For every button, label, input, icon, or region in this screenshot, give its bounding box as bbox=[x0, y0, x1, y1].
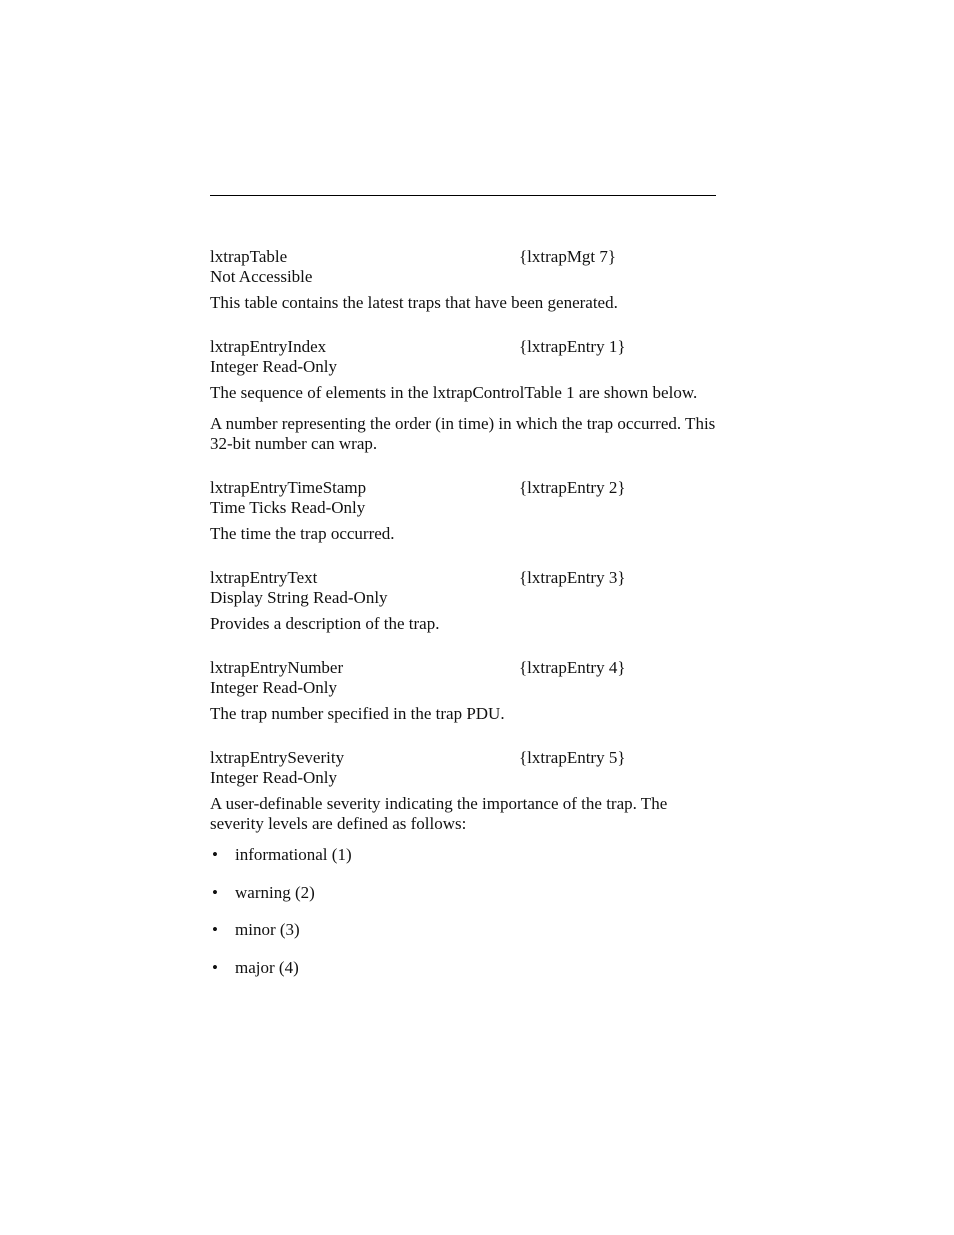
severity-level-list bbox=[210, 845, 716, 978]
header-rule bbox=[210, 195, 716, 196]
list-item-text: warning (2) bbox=[235, 882, 315, 902]
entry-access: Not Accessible bbox=[210, 267, 313, 286]
entry-access: Integer Read-Only bbox=[210, 678, 337, 697]
entry-access: Display String Read-Only bbox=[210, 588, 388, 607]
mib-entry-lxtrapentryindex bbox=[210, 337, 716, 454]
mib-entry-lxtrapentryseverity bbox=[210, 748, 716, 978]
entry-oid: {lxtrapEntry 4} bbox=[519, 658, 626, 677]
entry-oid: {lxtrapEntry 3} bbox=[519, 568, 626, 587]
list-item bbox=[210, 958, 716, 978]
bullet-icon: • bbox=[212, 920, 218, 939]
entry-description: This table contains the latest traps that have been generated. bbox=[210, 293, 618, 312]
entry-name: lxtrapEntryTimeStamp bbox=[210, 478, 367, 497]
entry-description: A user-definable severity indicating the importance of the trap. The severity levels are defined as follows: bbox=[210, 794, 668, 833]
list-item-text: major (4) bbox=[235, 957, 299, 977]
mib-entry-lxtraptable bbox=[210, 247, 716, 313]
entry-description: The time the trap occurred. bbox=[210, 524, 395, 543]
entry-oid: {lxtrapEntry 2} bbox=[519, 478, 626, 497]
entry-name: lxtrapEntryIndex bbox=[210, 337, 327, 356]
mib-entry-lxtrapentrytext bbox=[210, 568, 716, 634]
bullet-icon: • bbox=[212, 957, 218, 977]
entry-description: The sequence of elements in the lxtrapControlTable 1 are shown below. bbox=[210, 383, 698, 402]
entry-access: Integer Read-Only bbox=[210, 357, 337, 376]
entry-name: lxtrapEntryText bbox=[210, 568, 318, 587]
bullet-icon: • bbox=[212, 882, 218, 902]
entry-access: Time Ticks Read-Only bbox=[210, 498, 366, 517]
entry-name: lxtrapEntryNumber bbox=[210, 658, 344, 677]
entry-description: A number representing the order (in time) in which the trap occurred. This 32-bit number can wrap. bbox=[210, 414, 716, 453]
list-item bbox=[210, 845, 716, 865]
mib-entry-lxtrapentrynumber bbox=[210, 658, 716, 724]
list-item-text: informational (1) bbox=[235, 845, 352, 864]
document-page bbox=[210, 0, 716, 1235]
entry-name: lxtrapTable bbox=[210, 247, 288, 266]
list-item bbox=[210, 920, 716, 940]
entry-oid: {lxtrapMgt 7} bbox=[519, 247, 617, 266]
entry-name: lxtrapEntrySeverity bbox=[210, 748, 345, 767]
list-item-text: minor (3) bbox=[235, 920, 300, 939]
entry-description: The trap number specified in the trap PDU. bbox=[210, 704, 505, 723]
list-item bbox=[210, 883, 716, 903]
bullet-icon: • bbox=[212, 845, 218, 864]
entry-access: Integer Read-Only bbox=[210, 768, 337, 787]
entry-description: Provides a description of the trap. bbox=[210, 614, 440, 633]
entry-oid: {lxtrapEntry 1} bbox=[519, 337, 626, 356]
mib-entry-lxtrapentrytimestamp bbox=[210, 478, 716, 544]
mib-entry-list bbox=[210, 247, 716, 1002]
entry-oid: {lxtrapEntry 5} bbox=[519, 748, 626, 767]
